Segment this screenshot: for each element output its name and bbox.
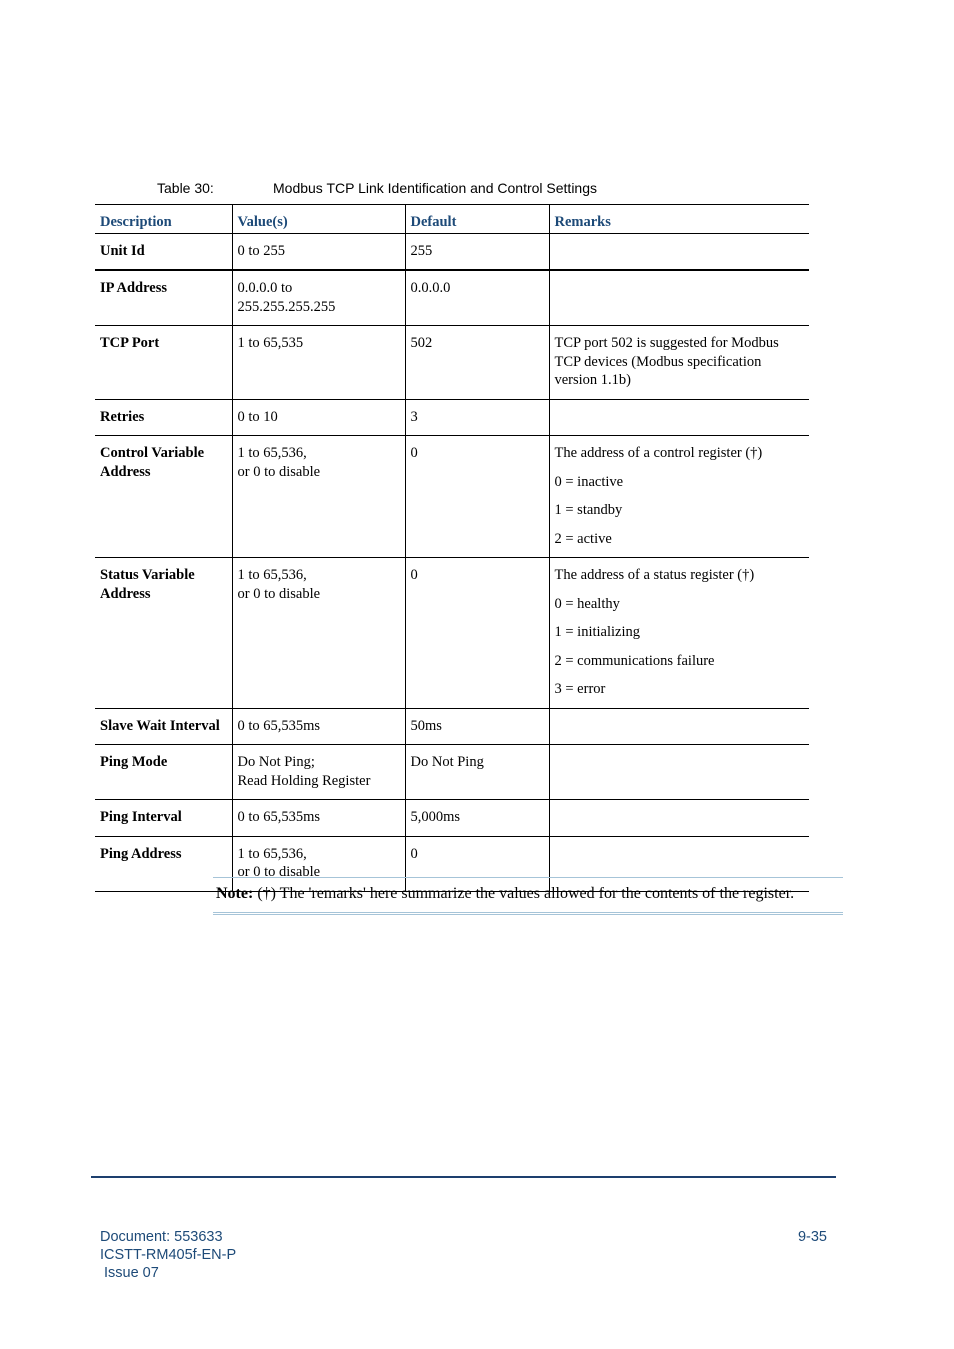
- table-row: [95, 270, 809, 326]
- footer-issue: Issue 07: [104, 1265, 159, 1281]
- remark-line: The address of a control register (†): [554, 445, 763, 461]
- cell-description: Retries: [95, 399, 232, 436]
- footer-document-info: [100, 1228, 236, 1282]
- remark-line: 0 = inactive: [554, 473, 624, 490]
- cell-default: 0: [405, 836, 549, 891]
- cell-remarks: [549, 233, 809, 270]
- cell-remarks: [549, 800, 809, 837]
- value-line: 255.255.255.255: [237, 298, 336, 315]
- cell-default: 0: [405, 558, 549, 709]
- cell-values: [232, 326, 405, 400]
- cell-description: TCP Port: [95, 326, 232, 400]
- table-body: [95, 233, 809, 891]
- remark-line: 1 = standby: [554, 502, 623, 518]
- cell-values: [232, 436, 405, 558]
- value-line: 1 to 65,535: [237, 335, 304, 351]
- note-label: Note:: [216, 885, 254, 902]
- remark-line: 2 = communications failure: [554, 652, 715, 669]
- table-number: Table 30:: [157, 180, 214, 196]
- cell-default: 502: [405, 326, 549, 400]
- value-line: 0.0.0.0 to: [237, 280, 293, 296]
- cell-description: Ping Address: [95, 836, 232, 891]
- cell-values: [232, 270, 405, 326]
- remark-line: 1 = initializing: [554, 624, 640, 640]
- value-line: 0 to 65,535ms: [237, 809, 321, 825]
- cell-remarks: [549, 399, 809, 436]
- cell-values: [232, 800, 405, 837]
- cell-remarks: [549, 436, 809, 558]
- cell-description: Unit Id: [95, 233, 232, 270]
- cell-remarks: [549, 745, 809, 800]
- value-line: 0 to 255: [237, 242, 286, 259]
- cell-remarks: [549, 708, 809, 745]
- cell-description: IP Address: [95, 270, 232, 326]
- value-line: 0 to 10: [237, 408, 278, 425]
- table-header-row: [95, 205, 809, 234]
- cell-values: [232, 399, 405, 436]
- cell-description: Ping Mode: [95, 745, 232, 800]
- table-row: [95, 800, 809, 837]
- cell-default: 3: [405, 399, 549, 436]
- table-row: [95, 436, 809, 558]
- cell-values: [232, 745, 405, 800]
- table-row: [95, 745, 809, 800]
- remark-line: The address of a status register (†): [554, 567, 755, 583]
- note-box: [213, 877, 843, 915]
- value-line: or 0 to disable: [237, 463, 321, 480]
- table-row: [95, 326, 809, 400]
- value-line: 0 to 65,535ms: [237, 717, 321, 734]
- value-line: or 0 to disable: [237, 585, 321, 602]
- cell-default: 50ms: [405, 708, 549, 745]
- cell-values: [232, 233, 405, 270]
- note-text: (†) The 'remarks' here summarize the values allowed for the contents of the register.: [257, 885, 795, 902]
- header-default: Default: [405, 205, 549, 234]
- header-remarks: Remarks: [549, 205, 809, 234]
- cell-default: 0.0.0.0: [405, 270, 549, 326]
- settings-table: [95, 204, 809, 892]
- cell-default: Do Not Ping: [405, 745, 549, 800]
- value-line: Read Holding Register: [237, 772, 371, 789]
- cell-default: 0: [405, 436, 549, 558]
- cell-values: [232, 708, 405, 745]
- remark-line: 0 = healthy: [554, 595, 620, 612]
- value-line: or 0 to disable: [237, 864, 321, 880]
- cell-description: Status Variable Address: [95, 558, 232, 709]
- header-values: Value(s): [232, 205, 405, 234]
- table-row: [95, 708, 809, 745]
- cell-values: [232, 558, 405, 709]
- value-line: 1 to 65,536,: [237, 567, 307, 583]
- cell-description: Control Variable Address: [95, 436, 232, 558]
- table-row: [95, 233, 809, 270]
- cell-default: 5,000ms: [405, 800, 549, 837]
- cell-remarks: [549, 270, 809, 326]
- cell-remarks: [549, 326, 809, 400]
- cell-default: 255: [405, 233, 549, 270]
- footer-page-number: 9-35: [797, 1229, 827, 1245]
- table-row: [95, 558, 809, 709]
- value-line: 1 to 65,536,: [237, 845, 307, 862]
- cell-description: Slave Wait Interval: [95, 708, 232, 745]
- table-caption: [157, 180, 597, 196]
- remark-line: 3 = error: [554, 681, 606, 697]
- table-row: [95, 399, 809, 436]
- cell-description: Ping Interval: [95, 800, 232, 837]
- cell-remarks: [549, 558, 809, 709]
- remark-line: TCP port 502 is suggested for Modbus TCP devices (Modbus specification version 1.1b): [554, 335, 779, 388]
- footer-document-number: Document: 553633: [100, 1229, 223, 1245]
- footer-divider: [91, 1176, 836, 1178]
- header-description: Description: [95, 205, 232, 234]
- value-line: Do Not Ping;: [237, 754, 315, 770]
- remark-line: 2 = active: [554, 530, 612, 547]
- value-line: 1 to 65,536,: [237, 445, 307, 461]
- table-title: Modbus TCP Link Identification and Control Settings: [273, 180, 598, 196]
- footer-document-code: ICSTT-RM405f-EN-P: [100, 1247, 237, 1263]
